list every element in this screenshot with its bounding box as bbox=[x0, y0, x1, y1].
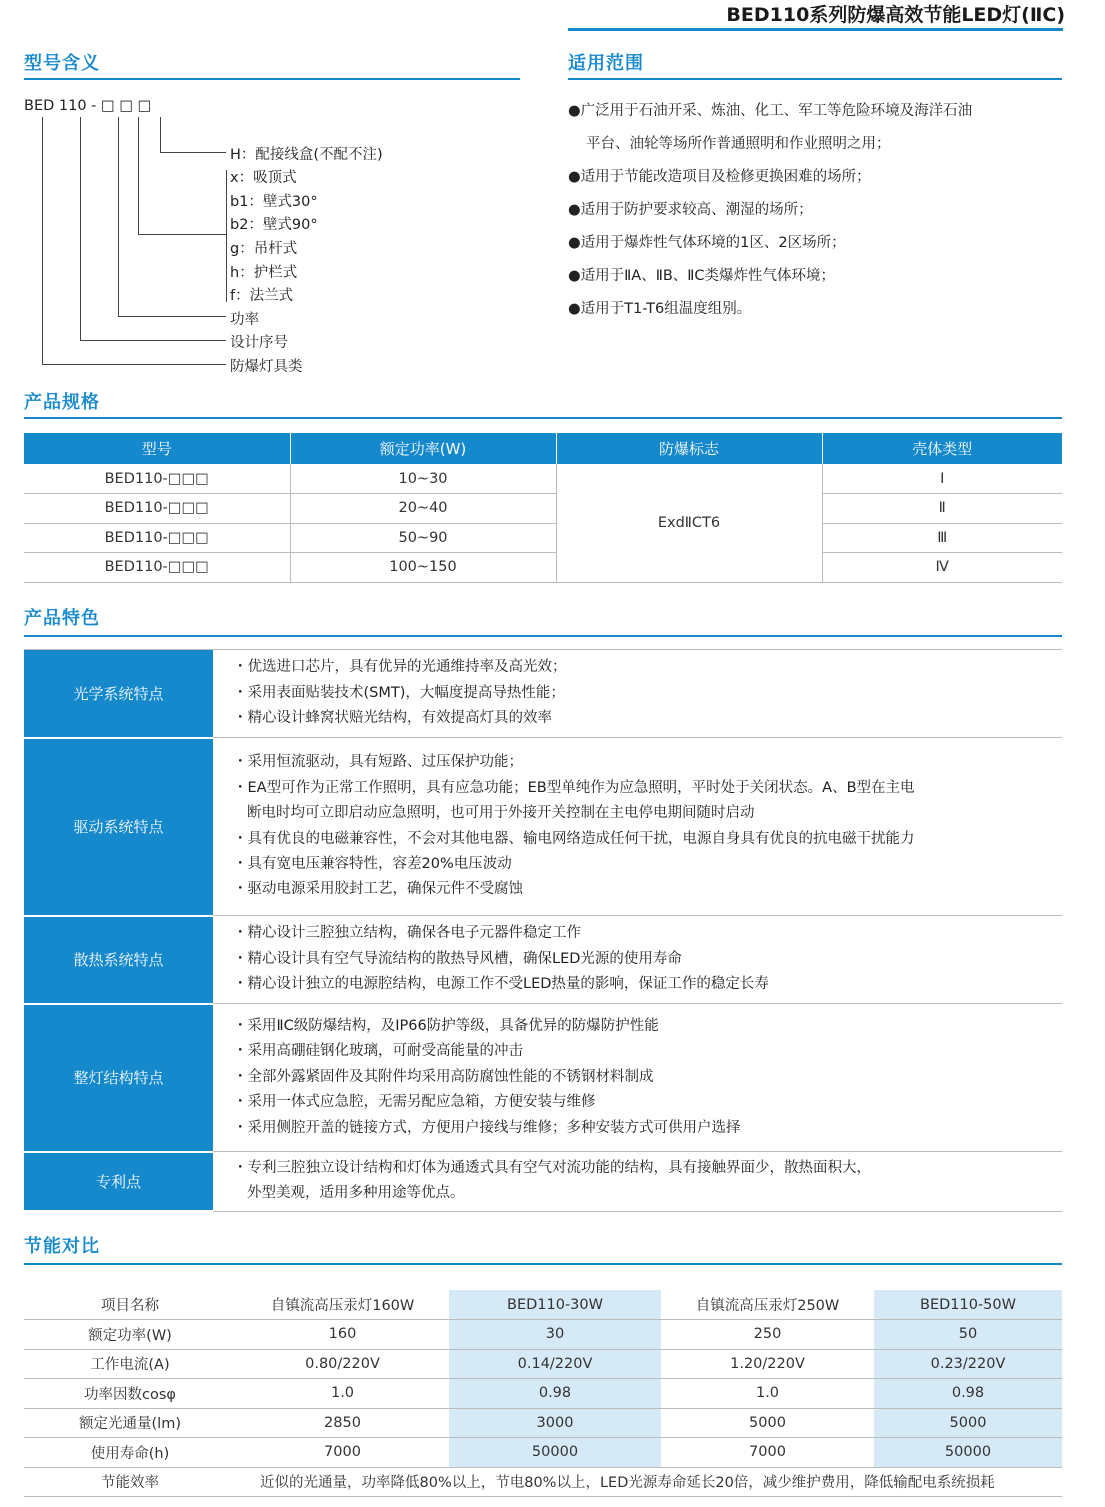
feature-line: ・精心设计具有空气导流结构的散热导风槽，确保LED光源的使用寿命 bbox=[233, 950, 682, 967]
compare-cell: 30 bbox=[449, 1320, 661, 1350]
spec-power: 50~90 bbox=[290, 523, 556, 553]
table-row bbox=[24, 464, 1062, 494]
feature-label: 光学系统特点 bbox=[24, 650, 213, 738]
features-table bbox=[24, 649, 1062, 1212]
legend-power: 功率 bbox=[230, 312, 259, 328]
compare-header-row bbox=[24, 1290, 1062, 1320]
scope-rule bbox=[568, 78, 1062, 80]
legend-g: g：吊杆式 bbox=[230, 241, 298, 257]
feature-line: ・专利三腔独立设计结构和灯体为通透式具有空气对流功能的结构，具有接触界面少，散热面积大， bbox=[233, 1160, 871, 1176]
table-row bbox=[24, 1408, 1062, 1438]
feature-label: 整灯结构特点 bbox=[24, 1004, 213, 1152]
legend-h: H：配接线盒(不配不注) bbox=[230, 147, 383, 163]
compare-cell: 功率因数cosφ bbox=[24, 1379, 236, 1409]
feature-line: ・采用表面贴装技术(SMT)，大幅度提高导热性能； bbox=[233, 684, 565, 701]
compare-cell: 0.80/220V bbox=[236, 1349, 449, 1379]
feature-group-patent bbox=[24, 1152, 1062, 1212]
table-row bbox=[24, 1467, 1062, 1497]
legend-h2: h：护栏式 bbox=[230, 265, 298, 281]
compare-cell: 50000 bbox=[874, 1438, 1062, 1468]
efficiency-note: 近似的光通量，功率降低80%以上，节电80%以上，LED光源寿命延长20倍，减少维护费用，降低输配电系统损耗 bbox=[236, 1467, 1062, 1497]
scope-item: ●适用于T1-T6组温度组别。 bbox=[568, 301, 752, 317]
compare-cell: 工作电流(A) bbox=[24, 1349, 236, 1379]
feature-group-optical bbox=[24, 650, 1062, 738]
scope-item: ●广泛用于石油开采、炼油、化工、军工等危险环境及海洋石油 bbox=[568, 103, 973, 119]
feature-text bbox=[213, 738, 1062, 916]
compare-cell: 0.98 bbox=[449, 1379, 661, 1409]
feature-group-structure bbox=[24, 1004, 1062, 1152]
features-heading: 产品特色 bbox=[24, 608, 100, 629]
compare-cell: 0.23/220V bbox=[874, 1349, 1062, 1379]
feature-text bbox=[213, 916, 1062, 1004]
scope-item: ●适用于节能改造项目及检修更换困难的场所； bbox=[568, 169, 871, 185]
spec-col-shell: 壳体类型 bbox=[822, 433, 1062, 464]
feature-line: ・EA型可作为正常工作照明，具有应急功能；EB型单纯作为应急照明，平时处于关闭状态。A、B型在主电 bbox=[233, 779, 915, 796]
spec-col-model: 型号 bbox=[24, 433, 290, 464]
legend-x: x：吸顶式 bbox=[230, 170, 297, 186]
feature-line: ・采用ⅡC级防爆结构，及IP66防护等级，具备优异的防爆防护性能 bbox=[233, 1017, 659, 1034]
compare-cell: 50 bbox=[874, 1320, 1062, 1350]
spec-model: BED110-□□□ bbox=[24, 464, 290, 494]
spec-table bbox=[24, 433, 1062, 583]
feature-group-driver bbox=[24, 738, 1062, 916]
feature-line: ・具有宽电压兼容特性，容差20%电压波动 bbox=[233, 855, 512, 872]
spec-heading: 产品规格 bbox=[24, 392, 100, 413]
feature-line: ・采用恒流驱动，具有短路、过压保护功能； bbox=[233, 754, 523, 771]
feature-line: ・精心设计三腔独立结构，确保各电子元器件稳定工作 bbox=[233, 925, 581, 942]
compare-col: BED110-50W bbox=[874, 1290, 1062, 1320]
spec-shell: Ⅰ bbox=[822, 464, 1062, 494]
feature-line: ・具有优良的电磁兼容性，不会对其他电器、输电网络造成任何干扰，电源自身具有优良的抗电磁干扰能力 bbox=[233, 830, 915, 847]
compare-heading: 节能对比 bbox=[24, 1236, 100, 1257]
compare-cell: 0.98 bbox=[874, 1379, 1062, 1409]
spec-header-row bbox=[24, 433, 1062, 464]
feature-line: 断电时均可立即启动应急照明，也可用于外接开关控制在主电停电期间随时启动 bbox=[247, 805, 755, 822]
scope-item: ●适用于爆炸性气体环境的1区、2区场所； bbox=[568, 235, 846, 251]
spec-shell: Ⅱ bbox=[822, 494, 1062, 524]
spec-power: 100~150 bbox=[290, 553, 556, 583]
feature-label: 驱动系统特点 bbox=[24, 738, 213, 916]
compare-cell: 3000 bbox=[449, 1408, 661, 1438]
compare-cell: 0.14/220V bbox=[449, 1349, 661, 1379]
feature-line: ・精心设计蜂窝状赔光结构，有效提高灯具的效率 bbox=[233, 710, 552, 727]
spec-power: 10~30 bbox=[290, 464, 556, 494]
compare-table bbox=[24, 1290, 1062, 1497]
table-row bbox=[24, 1379, 1062, 1409]
feature-label: 散热系统特点 bbox=[24, 916, 213, 1004]
spec-power: 20~40 bbox=[290, 494, 556, 524]
legend-b1: b1：壁式30° bbox=[230, 194, 318, 210]
feature-text bbox=[213, 1152, 1062, 1212]
scope-item: ●适用于ⅡA、ⅡB、ⅡC类爆炸性气体环境； bbox=[568, 268, 836, 284]
feature-line: ・优选进口芯片，具有优异的光通维持率及高光效； bbox=[233, 659, 567, 676]
spec-model: BED110-□□□ bbox=[24, 553, 290, 583]
scope-item: 平台、油轮等场所作普通照明和作业照明之用； bbox=[586, 136, 891, 152]
legend-class: 防爆灯具类 bbox=[230, 359, 303, 375]
compare-cell: 250 bbox=[661, 1320, 874, 1350]
compare-cell: 50000 bbox=[449, 1438, 661, 1468]
legend-serial: 设计序号 bbox=[230, 335, 288, 351]
compare-cell: 2850 bbox=[236, 1408, 449, 1438]
page-title: BED110系列防爆高效节能LED灯(ⅡC) bbox=[726, 4, 1065, 26]
table-row bbox=[24, 1438, 1062, 1468]
spec-model: BED110-□□□ bbox=[24, 494, 290, 524]
feature-text bbox=[213, 650, 1062, 738]
compare-cell: 1.0 bbox=[236, 1379, 449, 1409]
compare-cell: 1.20/220V bbox=[661, 1349, 874, 1379]
compare-cell: 1.0 bbox=[661, 1379, 874, 1409]
spec-col-power: 额定功率(W) bbox=[290, 433, 556, 464]
scope-item: ●适用于防护要求较高、潮湿的场所； bbox=[568, 202, 813, 218]
model-code: BED 110 - □ □ □ bbox=[24, 98, 152, 114]
feature-line: ・采用高硼硅钢化玻璃，可耐受高能量的冲击 bbox=[233, 1043, 523, 1060]
compare-cell: 使用寿命(h) bbox=[24, 1438, 236, 1468]
compare-col: 自镇流高压汞灯250W bbox=[661, 1290, 874, 1320]
spec-col-ex: 防爆标志 bbox=[556, 433, 822, 464]
feature-line: ・精心设计独立的电源腔结构，电源工作不受LED热量的影响，保证工作的稳定长寿 bbox=[233, 976, 769, 993]
spec-rule bbox=[24, 417, 1062, 419]
compare-col: 自镇流高压汞灯160W bbox=[236, 1290, 449, 1320]
compare-cell: 160 bbox=[236, 1320, 449, 1350]
table-row bbox=[24, 523, 1062, 553]
feature-text bbox=[213, 1004, 1062, 1152]
model-heading: 型号含义 bbox=[24, 53, 100, 74]
efficiency-label: 节能效率 bbox=[24, 1467, 236, 1497]
compare-cell: 7000 bbox=[661, 1438, 874, 1468]
table-row bbox=[24, 1349, 1062, 1379]
table-row bbox=[24, 553, 1062, 583]
compare-col: BED110-30W bbox=[449, 1290, 661, 1320]
feature-line: ・采用一体式应急腔，无需另配应急箱，方便安装与维修 bbox=[233, 1094, 596, 1111]
feature-line: 外型美观，适用多种用途等优点。 bbox=[247, 1185, 465, 1202]
compare-cell: 7000 bbox=[236, 1438, 449, 1468]
compare-cell: 额定光通量(lm) bbox=[24, 1408, 236, 1438]
legend-f: f：法兰式 bbox=[230, 288, 294, 304]
compare-col: 项目名称 bbox=[24, 1290, 236, 1320]
legend-b2: b2：壁式90° bbox=[230, 217, 318, 233]
spec-shell: Ⅲ bbox=[822, 523, 1062, 553]
compare-cell: 额定功率(W) bbox=[24, 1320, 236, 1350]
compare-rule bbox=[24, 1263, 1062, 1265]
feature-label: 专利点 bbox=[24, 1152, 213, 1212]
spec-ex-mark: ExdⅡCT6 bbox=[556, 464, 822, 582]
feature-line: ・采用侧腔开盖的链接方式，方便用户接线与维修；多种安装方式可供用户选择 bbox=[233, 1119, 741, 1136]
feature-line: ・全部外露紧固件及其附件均采用高防腐蚀性能的不锈钢材料制成 bbox=[233, 1068, 654, 1085]
feature-group-thermal bbox=[24, 916, 1062, 1004]
spec-shell: Ⅳ bbox=[822, 553, 1062, 583]
title-rule bbox=[568, 28, 1063, 31]
scope-heading: 适用范围 bbox=[568, 53, 644, 74]
compare-cell: 5000 bbox=[661, 1408, 874, 1438]
table-row bbox=[24, 1320, 1062, 1350]
features-rule bbox=[24, 635, 1062, 637]
spec-model: BED110-□□□ bbox=[24, 523, 290, 553]
feature-line: ・驱动电源采用胶封工艺，确保元件不受腐蚀 bbox=[233, 881, 523, 898]
model-rule bbox=[24, 78, 520, 80]
table-row bbox=[24, 494, 1062, 524]
compare-cell: 5000 bbox=[874, 1408, 1062, 1438]
